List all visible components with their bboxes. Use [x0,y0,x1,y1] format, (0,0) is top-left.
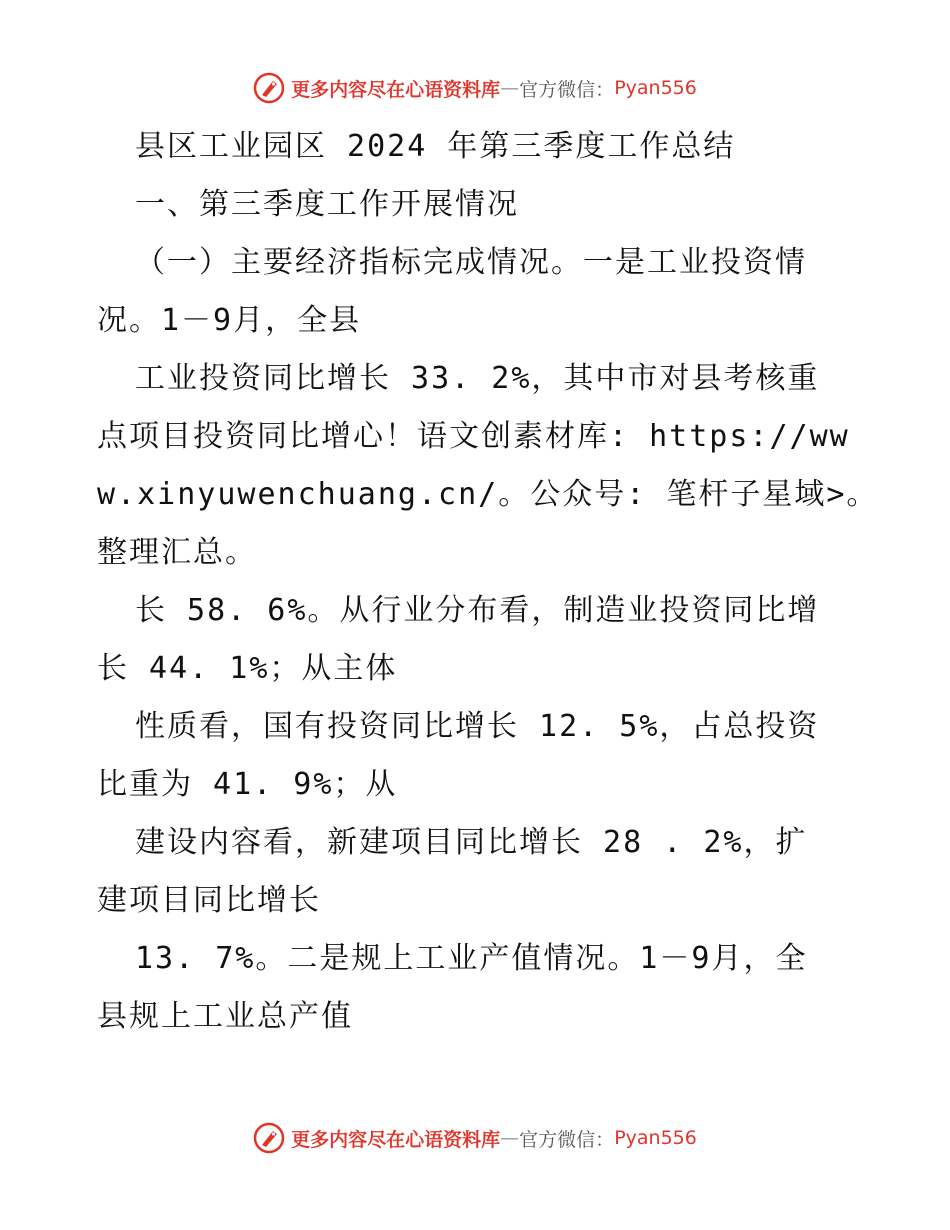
document-line: 整理汇总。 [97,535,257,570]
footer-watermark-banner [0,1122,950,1154]
document-line: 县规上工业总产值 [97,999,353,1034]
document-body [97,118,879,1046]
document-line: 13. 7%。二是规上工业产值情况。1－9月，全 [135,941,808,976]
header-watermark-banner [0,72,950,104]
document-line: 建设内容看，新建项目同比增长 28 . 2%，扩 [135,825,808,860]
document-line: 点项目投资同比增心！语文创素材库: https://ww [97,419,850,454]
document-line: 建项目同比增长 [97,883,321,918]
document-line: w.xinyuwenchuang.cn/。公众号: 笔杆子星域>。 [97,477,879,512]
official-label: 官方微信： [519,78,615,101]
document-line: （一）主要经济指标完成情况。一是工业投资情 [135,245,807,280]
promo-text: 更多内容尽在心语资料库 [291,78,501,101]
document-title: 县区工业园区 2024 年第三季度工作总结 [135,129,736,164]
wechat-id: Pyan556 [614,1127,697,1149]
document-line: 工业投资同比增长 33. 2%，其中市对县考核重 [135,361,820,396]
document-line: 一、第三季度工作开展情况 [135,187,519,222]
banner-dash: — [500,77,520,99]
document-line: 长 58. 6%。从行业分布看，制造业投资同比增 [135,593,820,628]
document-line: 比重为 41. 9%；从 [97,767,398,802]
document-line: 况。1－9月，全县 [97,303,362,338]
promo-text: 更多内容尽在心语资料库 [291,1128,501,1151]
banner-dash: — [500,1127,520,1149]
wechat-id: Pyan556 [614,77,697,99]
pen-nib-logo-icon [253,72,285,104]
official-label: 官方微信： [519,1128,615,1151]
document-line: 性质看，国有投资同比增长 12. 5%，占总投资 [135,709,820,744]
pen-nib-logo-icon [253,1122,285,1154]
document-line: 长 44. 1%；从主体 [97,651,398,686]
